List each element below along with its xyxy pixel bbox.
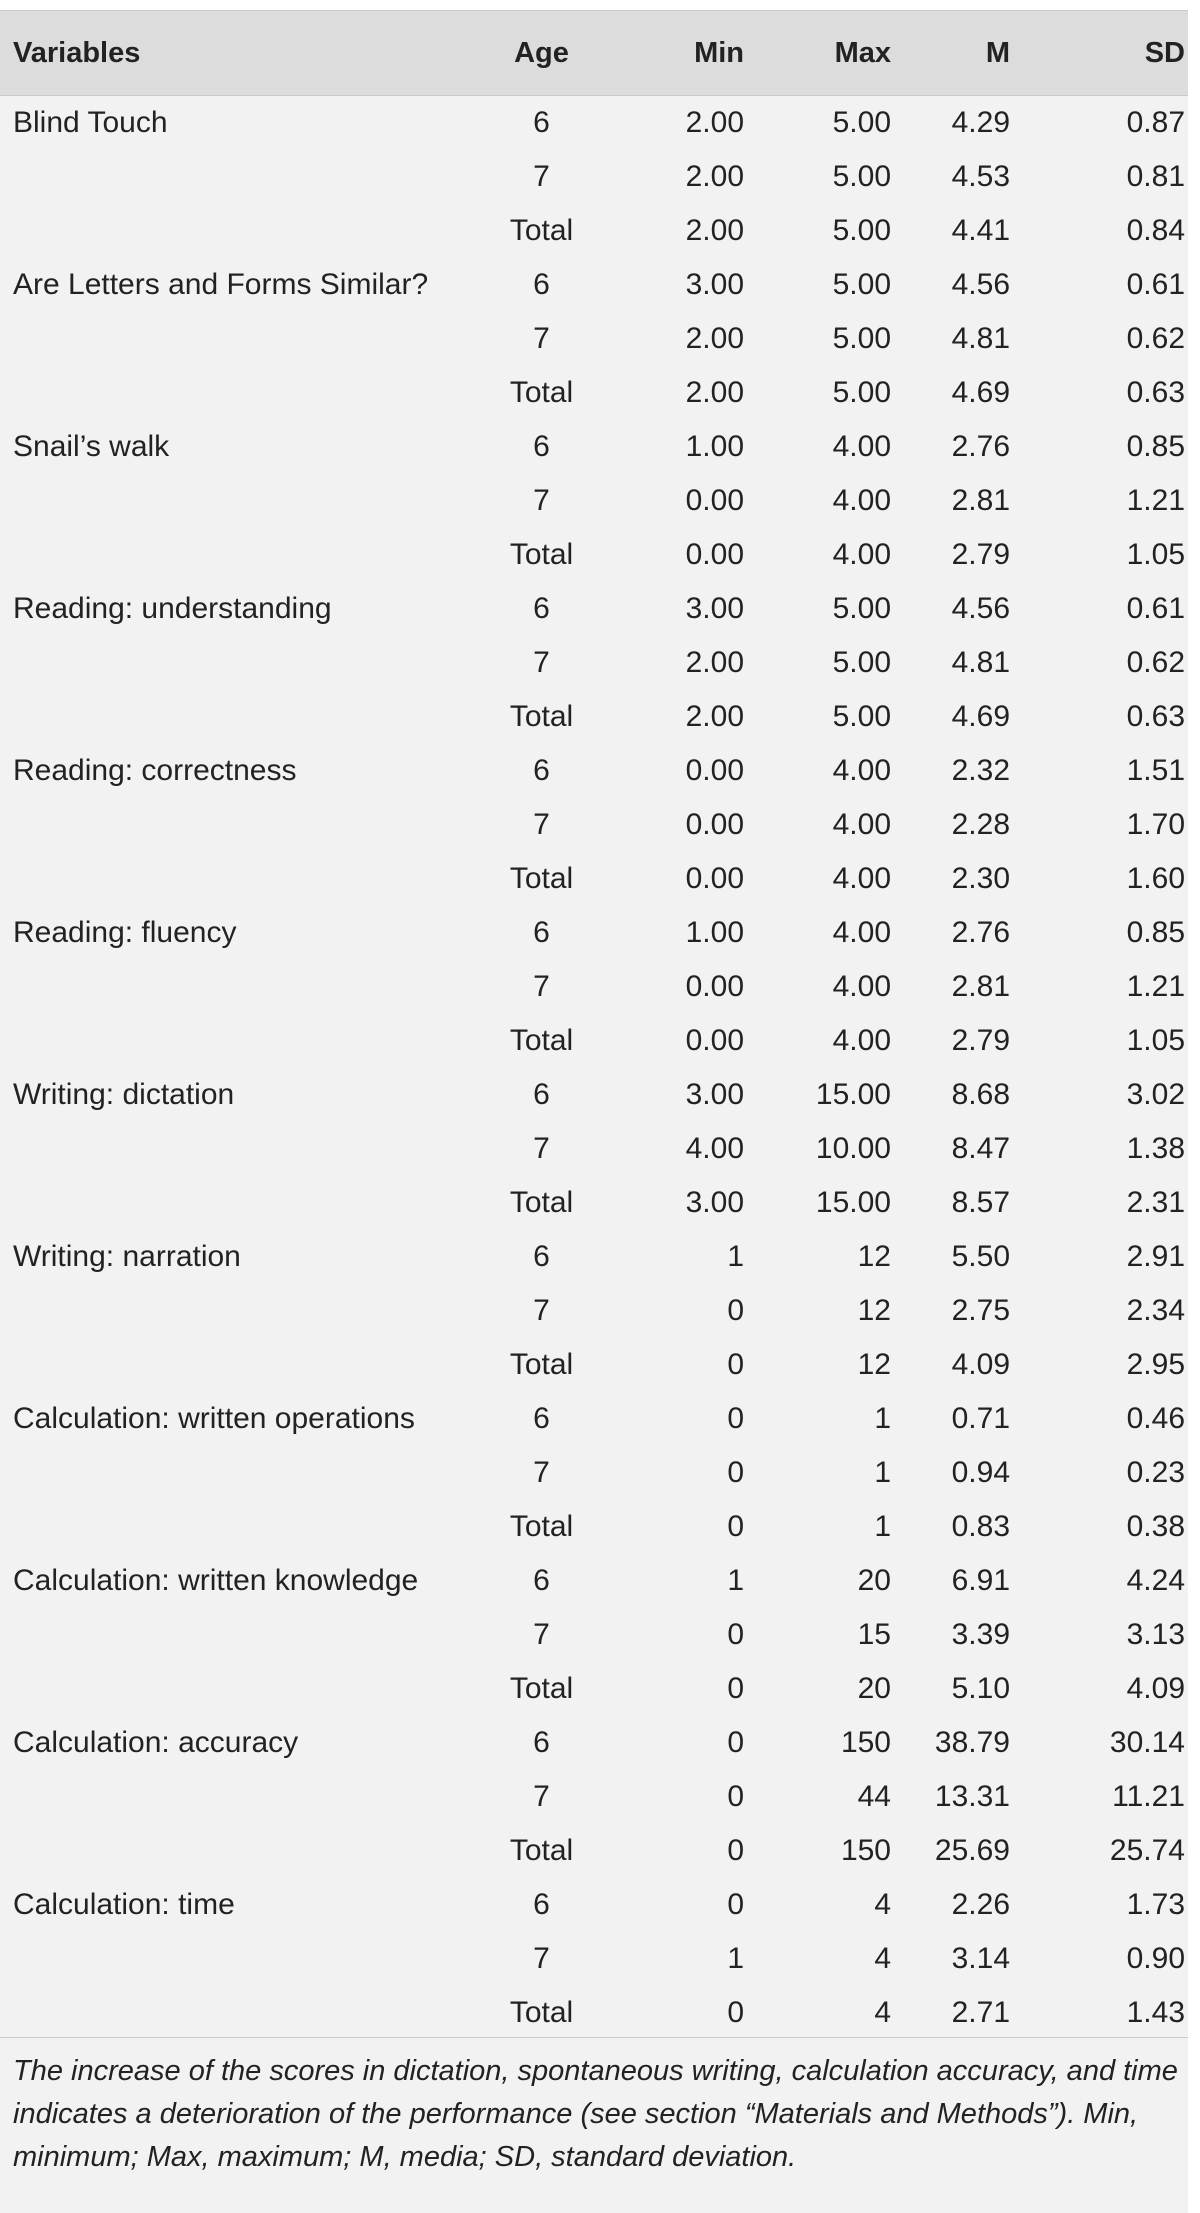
header-variables: Variables xyxy=(13,36,141,69)
header-m: M xyxy=(985,36,1010,69)
mean-cell: 4.81 xyxy=(951,321,1010,355)
age-cell: 7 xyxy=(533,1455,550,1489)
age-cell: Total xyxy=(509,1185,574,1219)
mean-cell: 4.29 xyxy=(951,105,1010,139)
sd-cell: 4.09 xyxy=(1126,1671,1185,1705)
min-cell: 2.00 xyxy=(685,321,744,355)
mean-cell: 0.83 xyxy=(951,1509,1010,1543)
mean-cell: 2.81 xyxy=(951,969,1010,1003)
min-cell: 0 xyxy=(727,1887,744,1921)
table-row xyxy=(0,1878,1188,1932)
mean-cell: 8.47 xyxy=(951,1131,1010,1165)
mean-cell: 2.30 xyxy=(951,861,1010,895)
variable-cell: Reading: fluency xyxy=(13,915,237,949)
min-cell: 0 xyxy=(727,1455,744,1489)
min-cell: 3.00 xyxy=(685,1077,744,1111)
max-cell: 4.00 xyxy=(832,429,891,463)
age-cell: 7 xyxy=(533,1293,550,1327)
age-cell: 7 xyxy=(533,969,550,1003)
variable-cell xyxy=(0,960,480,1014)
variable-cell xyxy=(0,366,480,420)
sd-cell: 1.05 xyxy=(1126,1023,1185,1057)
min-cell: 0.00 xyxy=(685,807,744,841)
variable-cell: Calculation: accuracy xyxy=(13,1725,299,1759)
age-cell: 7 xyxy=(533,807,550,841)
age-cell: 7 xyxy=(533,1779,550,1813)
mean-cell: 2.81 xyxy=(951,483,1010,517)
sd-cell: 2.34 xyxy=(1126,1293,1185,1327)
sd-cell: 0.62 xyxy=(1126,645,1185,679)
variable-cell: Snail’s walk xyxy=(13,429,170,463)
min-cell: 0 xyxy=(727,1509,744,1543)
sd-cell: 2.91 xyxy=(1126,1239,1185,1273)
table-row xyxy=(0,1230,1188,1284)
table-row xyxy=(0,1068,1188,1122)
min-cell: 0.00 xyxy=(685,483,744,517)
max-cell: 12 xyxy=(857,1239,891,1273)
sd-cell: 1.38 xyxy=(1126,1131,1185,1165)
variable-cell: Writing: dictation xyxy=(13,1077,235,1111)
sd-cell: 0.84 xyxy=(1126,213,1185,247)
max-cell: 5.00 xyxy=(832,213,891,247)
max-cell: 150 xyxy=(840,1725,891,1759)
sd-cell: 0.81 xyxy=(1126,159,1185,193)
table-row xyxy=(0,906,1188,960)
header-sd: SD xyxy=(1144,36,1185,69)
max-cell: 4 xyxy=(874,1887,891,1921)
table-row xyxy=(0,1338,1188,1392)
min-cell: 2.00 xyxy=(685,645,744,679)
mean-cell: 13.31 xyxy=(934,1779,1010,1813)
max-cell: 4.00 xyxy=(832,861,891,895)
sd-cell: 1.05 xyxy=(1126,537,1185,571)
variable-cell: Calculation: written operations xyxy=(13,1401,415,1435)
age-cell: 7 xyxy=(533,321,550,355)
sd-cell: 0.23 xyxy=(1126,1455,1185,1489)
mean-cell: 4.56 xyxy=(951,267,1010,301)
mean-cell: 6.91 xyxy=(951,1563,1010,1597)
min-cell: 0 xyxy=(727,1347,744,1381)
max-cell: 150 xyxy=(840,1833,891,1867)
sd-cell: 0.63 xyxy=(1126,699,1185,733)
table-row xyxy=(0,1716,1188,1770)
max-cell: 4.00 xyxy=(832,753,891,787)
variable-cell xyxy=(0,312,480,366)
max-cell: 5.00 xyxy=(832,267,891,301)
age-cell: Total xyxy=(509,537,574,571)
age-cell: 6 xyxy=(533,753,550,787)
variable-cell xyxy=(0,150,480,204)
age-cell: 7 xyxy=(533,1131,550,1165)
table-body xyxy=(0,96,1188,2040)
sd-cell: 4.24 xyxy=(1126,1563,1185,1597)
min-cell: 1.00 xyxy=(685,429,744,463)
table-row xyxy=(0,420,1188,474)
age-cell: 7 xyxy=(533,645,550,679)
age-cell: Total xyxy=(509,1023,574,1057)
variable-cell: Writing: narration xyxy=(13,1239,241,1273)
table-row xyxy=(0,1770,1188,1824)
max-cell: 4 xyxy=(874,1941,891,1975)
max-cell: 4 xyxy=(874,1995,891,2029)
age-cell: 6 xyxy=(533,1239,550,1273)
min-cell: 1 xyxy=(727,1941,744,1975)
table-row xyxy=(0,744,1188,798)
sd-cell: 1.70 xyxy=(1126,807,1185,841)
min-cell: 2.00 xyxy=(685,105,744,139)
sd-cell: 0.61 xyxy=(1126,267,1185,301)
sd-cell: 2.31 xyxy=(1126,1185,1185,1219)
table-row xyxy=(0,1446,1188,1500)
age-cell: 6 xyxy=(533,267,550,301)
min-cell: 2.00 xyxy=(685,375,744,409)
variable-cell: Reading: correctness xyxy=(13,753,297,787)
variable-cell xyxy=(0,1770,480,1824)
variable-cell: Blind Touch xyxy=(13,105,168,139)
header-min: Min xyxy=(694,36,744,69)
header-age: Age xyxy=(514,36,569,69)
sd-cell: 1.51 xyxy=(1126,753,1185,787)
table-row xyxy=(0,1392,1188,1446)
max-cell: 1 xyxy=(874,1455,891,1489)
table-row xyxy=(0,636,1188,690)
max-cell: 5.00 xyxy=(832,159,891,193)
max-cell: 4.00 xyxy=(832,915,891,949)
max-cell: 5.00 xyxy=(832,105,891,139)
table-row xyxy=(0,1824,1188,1878)
variable-cell xyxy=(0,1284,480,1338)
age-cell: 6 xyxy=(533,1401,550,1435)
max-cell: 12 xyxy=(857,1347,891,1381)
min-cell: 0 xyxy=(727,1617,744,1651)
variable-cell xyxy=(0,852,480,906)
age-cell: 6 xyxy=(533,915,550,949)
sd-cell: 1.43 xyxy=(1126,1995,1185,2029)
table-row xyxy=(0,1500,1188,1554)
sd-cell: 25.74 xyxy=(1109,1833,1185,1867)
mean-cell: 4.53 xyxy=(951,159,1010,193)
mean-cell: 8.68 xyxy=(951,1077,1010,1111)
sd-cell: 0.62 xyxy=(1126,321,1185,355)
variable-cell xyxy=(0,474,480,528)
min-cell: 3.00 xyxy=(685,267,744,301)
table-row xyxy=(0,366,1188,420)
min-cell: 0 xyxy=(727,1779,744,1813)
table-row xyxy=(0,1176,1188,1230)
min-cell: 0.00 xyxy=(685,861,744,895)
max-cell: 20 xyxy=(857,1671,891,1705)
sd-cell: 0.63 xyxy=(1126,375,1185,409)
min-cell: 4.00 xyxy=(685,1131,744,1165)
table-row xyxy=(0,1014,1188,1068)
table-row xyxy=(0,474,1188,528)
min-cell: 0 xyxy=(727,1725,744,1759)
sd-cell: 0.85 xyxy=(1126,429,1185,463)
age-cell: 7 xyxy=(533,483,550,517)
mean-cell: 0.71 xyxy=(951,1401,1010,1435)
table-row xyxy=(0,150,1188,204)
min-cell: 3.00 xyxy=(685,591,744,625)
mean-cell: 4.69 xyxy=(951,699,1010,733)
mean-cell: 25.69 xyxy=(934,1833,1010,1867)
sd-cell: 0.38 xyxy=(1126,1509,1185,1543)
sd-cell: 0.87 xyxy=(1126,105,1185,139)
age-cell: Total xyxy=(509,1347,574,1381)
mean-cell: 2.32 xyxy=(951,753,1010,787)
min-cell: 2.00 xyxy=(685,159,744,193)
age-cell: Total xyxy=(509,1671,574,1705)
max-cell: 15.00 xyxy=(815,1185,891,1219)
max-cell: 5.00 xyxy=(832,591,891,625)
variable-cell xyxy=(0,1446,480,1500)
mean-cell: 4.56 xyxy=(951,591,1010,625)
sd-cell: 1.21 xyxy=(1126,969,1185,1003)
min-cell: 0 xyxy=(727,1995,744,2029)
max-cell: 4.00 xyxy=(832,483,891,517)
table-row xyxy=(0,204,1188,258)
mean-cell: 3.14 xyxy=(951,1941,1010,1975)
table-footnote: The increase of the scores in dictation, spontaneous writing, calculation accuracy, and time indicates a deterioration of the performance (see section “Materials and Methods”). Min, minimum; Max, maximum; M, media; SD, standard deviation. xyxy=(0,2037,1188,2213)
mean-cell: 2.79 xyxy=(951,537,1010,571)
sd-cell: 1.60 xyxy=(1126,861,1185,895)
age-cell: Total xyxy=(509,1833,574,1867)
sd-cell: 3.02 xyxy=(1126,1077,1185,1111)
table-row xyxy=(0,528,1188,582)
age-cell: 6 xyxy=(533,591,550,625)
table-row xyxy=(0,1284,1188,1338)
sd-cell: 2.95 xyxy=(1126,1347,1185,1381)
min-cell: 0.00 xyxy=(685,537,744,571)
variable-cell: Calculation: written knowledge xyxy=(13,1563,419,1597)
mean-cell: 2.71 xyxy=(951,1995,1010,2029)
table-row xyxy=(0,960,1188,1014)
sd-cell: 0.85 xyxy=(1126,915,1185,949)
variable-cell xyxy=(0,690,480,744)
max-cell: 4.00 xyxy=(832,969,891,1003)
table-row xyxy=(0,1986,1188,2040)
max-cell: 1 xyxy=(874,1509,891,1543)
mean-cell: 2.76 xyxy=(951,915,1010,949)
mean-cell: 8.57 xyxy=(951,1185,1010,1219)
variable-cell: Reading: understanding xyxy=(13,591,332,625)
age-cell: 7 xyxy=(533,159,550,193)
sd-cell: 0.90 xyxy=(1126,1941,1185,1975)
sd-cell: 1.21 xyxy=(1126,483,1185,517)
header-row xyxy=(0,11,1188,96)
variable-cell xyxy=(0,1662,480,1716)
variable-cell xyxy=(0,636,480,690)
variable-cell xyxy=(0,528,480,582)
variable-cell xyxy=(0,1500,480,1554)
age-cell: 6 xyxy=(533,105,550,139)
table-row xyxy=(0,1608,1188,1662)
sd-cell: 0.61 xyxy=(1126,591,1185,625)
max-cell: 10.00 xyxy=(815,1131,891,1165)
mean-cell: 4.81 xyxy=(951,645,1010,679)
min-cell: 2.00 xyxy=(685,213,744,247)
min-cell: 1 xyxy=(727,1239,744,1273)
descriptive-statistics-table xyxy=(0,10,1188,2040)
age-cell: 6 xyxy=(533,1563,550,1597)
min-cell: 0 xyxy=(727,1401,744,1435)
age-cell: Total xyxy=(509,861,574,895)
age-cell: Total xyxy=(509,699,574,733)
table-row xyxy=(0,96,1188,150)
mean-cell: 3.39 xyxy=(951,1617,1010,1651)
sd-cell: 3.13 xyxy=(1126,1617,1185,1651)
max-cell: 4.00 xyxy=(832,807,891,841)
mean-cell: 0.94 xyxy=(951,1455,1010,1489)
sd-cell: 11.21 xyxy=(1112,1779,1185,1813)
min-cell: 0 xyxy=(727,1671,744,1705)
table-row xyxy=(0,312,1188,366)
variable-cell xyxy=(0,798,480,852)
min-cell: 0.00 xyxy=(685,753,744,787)
variable-cell xyxy=(0,1932,480,1986)
table-row xyxy=(0,1662,1188,1716)
min-cell: 0 xyxy=(727,1833,744,1867)
max-cell: 5.00 xyxy=(832,699,891,733)
max-cell: 4.00 xyxy=(832,537,891,571)
max-cell: 1 xyxy=(874,1401,891,1435)
max-cell: 4.00 xyxy=(832,1023,891,1057)
mean-cell: 2.75 xyxy=(951,1293,1010,1327)
age-cell: 7 xyxy=(533,1617,550,1651)
min-cell: 1.00 xyxy=(685,915,744,949)
table-row xyxy=(0,1554,1188,1608)
age-cell: 6 xyxy=(533,1725,550,1759)
variable-cell: Calculation: time xyxy=(13,1887,235,1921)
mean-cell: 2.76 xyxy=(951,429,1010,463)
header-max: Max xyxy=(834,36,891,69)
table-row xyxy=(0,1932,1188,1986)
min-cell: 1 xyxy=(727,1563,744,1597)
variable-cell xyxy=(0,204,480,258)
max-cell: 5.00 xyxy=(832,321,891,355)
max-cell: 15.00 xyxy=(815,1077,891,1111)
min-cell: 2.00 xyxy=(685,699,744,733)
max-cell: 15 xyxy=(857,1617,891,1651)
mean-cell: 2.28 xyxy=(951,807,1010,841)
age-cell: 6 xyxy=(533,1077,550,1111)
sd-cell: 1.73 xyxy=(1126,1887,1185,1921)
max-cell: 20 xyxy=(857,1563,891,1597)
min-cell: 0.00 xyxy=(685,1023,744,1057)
table-row xyxy=(0,1122,1188,1176)
age-cell: Total xyxy=(509,1995,574,2029)
variable-cell: Are Letters and Forms Similar? xyxy=(13,267,429,301)
mean-cell: 5.10 xyxy=(951,1671,1010,1705)
sd-cell: 0.46 xyxy=(1126,1401,1185,1435)
age-cell: Total xyxy=(509,375,574,409)
variable-cell xyxy=(0,1176,480,1230)
table-row xyxy=(0,582,1188,636)
age-cell: 6 xyxy=(533,429,550,463)
table-row xyxy=(0,798,1188,852)
sd-cell: 30.14 xyxy=(1109,1725,1185,1759)
table-header xyxy=(0,11,1188,96)
mean-cell: 2.26 xyxy=(951,1887,1010,1921)
age-cell: Total xyxy=(509,213,574,247)
age-cell: Total xyxy=(509,1509,574,1543)
mean-cell: 4.69 xyxy=(951,375,1010,409)
variable-cell xyxy=(0,1986,480,2040)
mean-cell: 38.79 xyxy=(934,1725,1010,1759)
variable-cell xyxy=(0,1824,480,1878)
mean-cell: 2.79 xyxy=(951,1023,1010,1057)
max-cell: 44 xyxy=(857,1779,891,1813)
min-cell: 0 xyxy=(727,1293,744,1327)
table-row xyxy=(0,852,1188,906)
variable-cell xyxy=(0,1338,480,1392)
max-cell: 5.00 xyxy=(832,375,891,409)
mean-cell: 4.09 xyxy=(951,1347,1010,1381)
variable-cell xyxy=(0,1608,480,1662)
age-cell: 7 xyxy=(533,1941,550,1975)
max-cell: 5.00 xyxy=(832,645,891,679)
min-cell: 3.00 xyxy=(685,1185,744,1219)
table-row xyxy=(0,258,1188,312)
age-cell: 6 xyxy=(533,1887,550,1921)
min-cell: 0.00 xyxy=(685,969,744,1003)
variable-cell xyxy=(0,1014,480,1068)
table-row xyxy=(0,690,1188,744)
mean-cell: 4.41 xyxy=(951,213,1010,247)
mean-cell: 5.50 xyxy=(951,1239,1010,1273)
variable-cell xyxy=(0,1122,480,1176)
max-cell: 12 xyxy=(857,1293,891,1327)
